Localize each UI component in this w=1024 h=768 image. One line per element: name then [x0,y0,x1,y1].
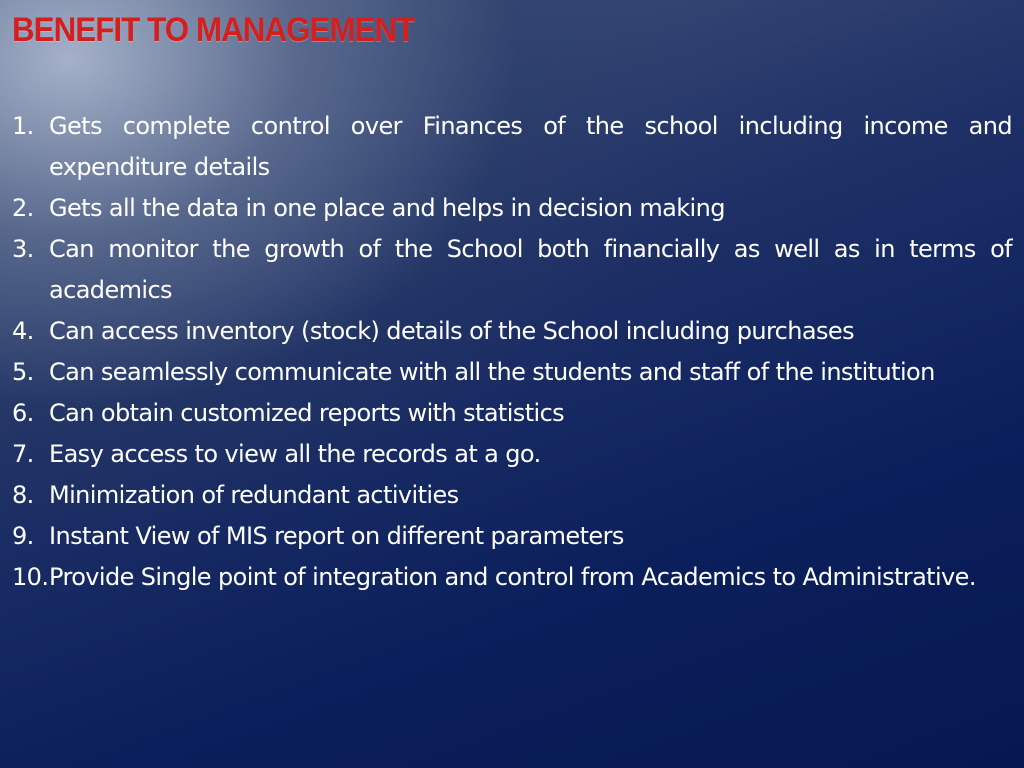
list-item [12,311,1012,352]
item-number: 9. [12,522,34,550]
list-item [12,188,1012,229]
item-number: 1. [12,112,34,140]
list-item [12,106,1012,188]
list-item [12,229,1012,311]
item-text: Provide Single point of integration and control from Academics to Administrative. [49,563,976,591]
item-number: 6. [12,399,34,427]
slide-title: BENEFIT TO MANAGEMENT [12,11,415,49]
item-text: Minimization of redundant activities [49,481,459,509]
item-text: Gets all the data in one place and helps in decision making [49,194,725,222]
list-item [12,557,1012,598]
list-item [12,434,1012,475]
item-number: 3. [12,235,34,263]
list-item [12,516,1012,557]
item-number: 4. [12,317,34,345]
item-text: Instant View of MIS report on different parameters [49,522,624,550]
list-item [12,475,1012,516]
item-text: Can access inventory (stock) details of the School including purchases [49,317,854,345]
item-text: Can obtain customized reports with statistics [49,399,565,427]
item-text: Can seamlessly communicate with all the students and staff of the institution [49,358,935,386]
list-item [12,393,1012,434]
item-number: 5. [12,358,34,386]
item-number: 7. [12,440,34,468]
item-number: 2. [12,194,34,222]
item-text: Can monitor the growth of the School both financially as well as in terms of academics [49,235,1012,304]
item-number: 8. [12,481,34,509]
item-number: 10. [12,563,49,591]
benefits-list [12,106,1012,598]
list-item [12,352,1012,393]
item-text: Gets complete control over Finances of the school including income and expenditure details [49,112,1012,181]
item-text: Easy access to view all the records at a go. [49,440,541,468]
